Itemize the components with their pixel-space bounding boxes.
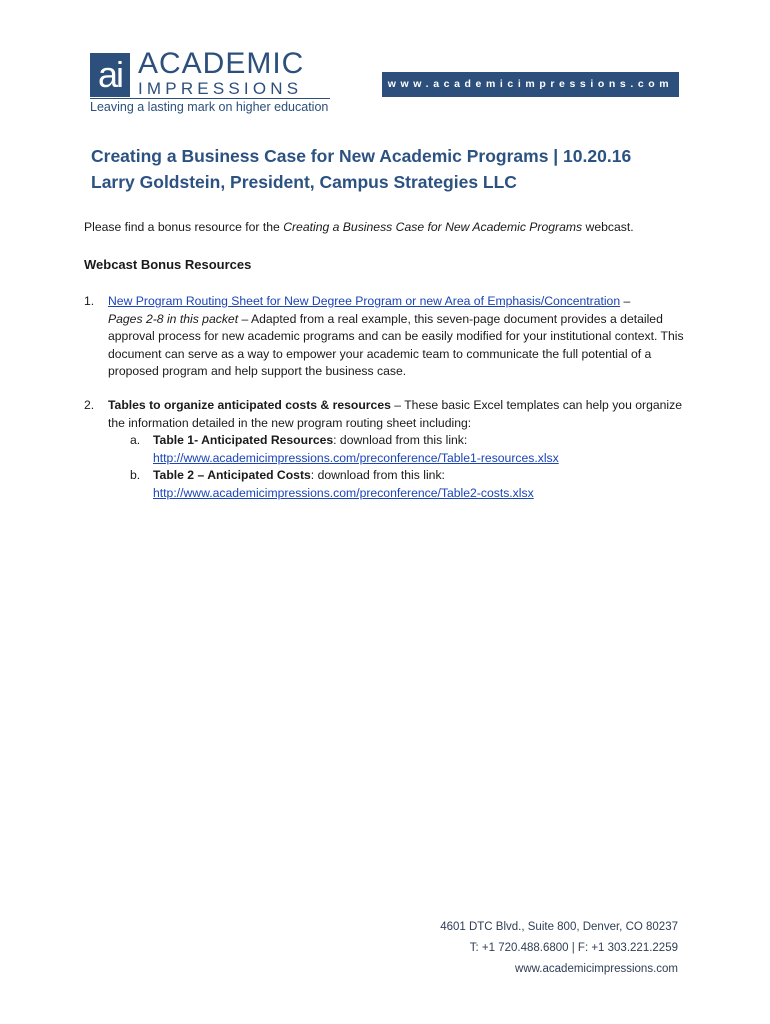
pages-note: Pages 2-8 in this packet	[108, 311, 239, 326]
sub-item-text: : download from this link:	[333, 433, 468, 447]
sub-item-heading: Table 1- Anticipated Resources	[153, 433, 334, 447]
section-heading: Webcast Bonus Resources	[84, 257, 252, 272]
item-heading: Tables to organize anticipated costs & resources	[108, 398, 391, 412]
list-item-body	[108, 293, 698, 381]
footer-website: www.academicimpressions.com	[515, 963, 678, 975]
list-item	[84, 397, 694, 507]
list-item-number: 2.	[84, 398, 95, 412]
document-subtitle: Larry Goldstein, President, Campus Strategies LLC	[91, 172, 517, 192]
logo-tagline: Leaving a lasting mark on higher education	[90, 100, 329, 114]
sub-item-letter: a.	[130, 433, 141, 447]
footer-contact	[440, 917, 678, 980]
routing-sheet-link[interactable]: New Program Routing Sheet for New Degree Program or new Area of Emphasis/Concentration	[108, 294, 621, 308]
academic-impressions-logo	[90, 47, 335, 117]
table1-download-link[interactable]: http://www.academicimpressions.com/preconference/Table1-resources.xlsx	[153, 450, 559, 465]
item-description: – These basic Excel templates can help you organize the information detailed in the new program routing sheet including:	[108, 398, 682, 430]
list-item-number: 1.	[84, 294, 95, 308]
website-banner: www.academicimpressions.com	[382, 72, 679, 97]
document-title: Creating a Business Case for New Academic Programs | 10.20.16	[91, 146, 632, 166]
sub-item-text: : download from this link:	[310, 468, 445, 482]
logo-word-academic: ACADEMIC	[138, 47, 305, 80]
intro-paragraph	[84, 220, 634, 234]
sub-item-heading: Table 2 – Anticipated Costs	[153, 468, 311, 482]
intro-text-after: webcast.	[582, 220, 634, 234]
intro-text-before: Please find a bonus resource for the	[84, 220, 284, 234]
logo-mark: ai	[90, 53, 130, 97]
list-item-body	[108, 397, 698, 502]
logo-divider	[90, 98, 330, 99]
footer-phone: T: +1 720.488.6800 | F: +1 303.221.2259	[469, 942, 678, 954]
sub-item	[108, 467, 698, 502]
table2-download-link[interactable]: http://www.academicimpressions.com/preconference/Table2-costs.xlsx	[153, 485, 534, 500]
footer-address: 4601 DTC Blvd., Suite 800, Denver, CO 80237	[440, 921, 678, 933]
sub-item	[108, 432, 698, 467]
list-item	[84, 293, 694, 383]
intro-webcast-title: Creating a Business Case for New Academic Programs	[283, 220, 583, 234]
item-description: – Adapted from a real example, this seven-page document provides a detailed approval process for new academic programs and can be easily modified for your institutional context. This document can serve as a way to empower your academic team to communicate the full potential of a proposed program and help support the business case.	[108, 311, 684, 378]
link-dash: –	[620, 294, 631, 308]
sub-item-letter: b.	[130, 468, 141, 482]
logo-word-impressions: IMPRESSIONS	[138, 79, 303, 98]
